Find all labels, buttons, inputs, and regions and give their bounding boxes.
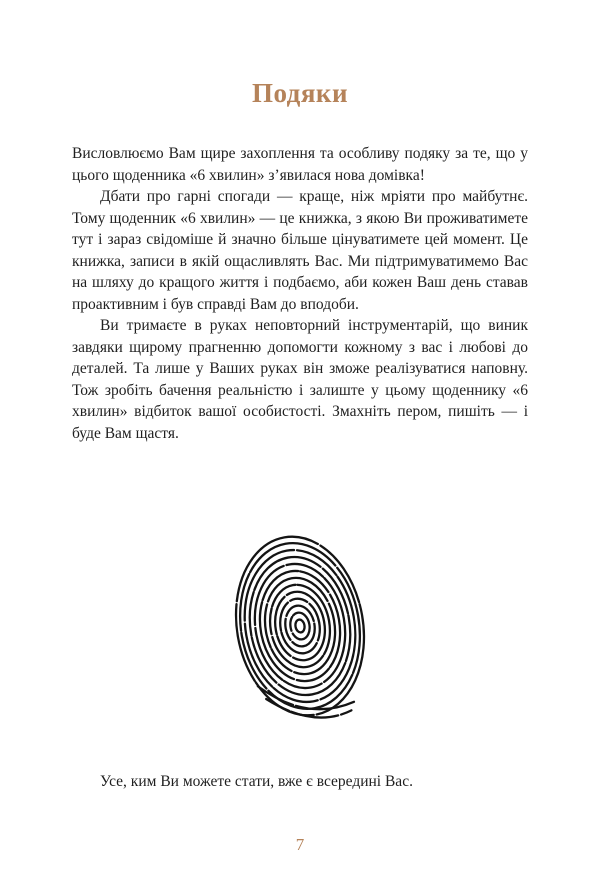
- closing-quote: Усе, ким Ви можете стати, вже є всередині Вас.: [100, 773, 413, 790]
- page-number: 7: [295, 835, 305, 854]
- fingerprint-figure: [72, 522, 528, 735]
- page-content: [0, 143, 600, 793]
- page-title: Подяки: [251, 78, 349, 108]
- paragraph: Дбати про гарні спогади — краще, ніж мріяти про майбутнє. Тому щоденник «6 хвилин» — це книжка, з якою Ви проживатимете тут і зараз свідоміше й значно більше цінуватимете цей момент. Це книжка, записи в якій ощасливлять Вас. Ми підтримуватимемо Вас на шляху до кращого життя і подбаємо, аби кожен Ваш день ставав проактивним і був справді Вам до вподоби.: [72, 188, 528, 313]
- body-text: [72, 143, 528, 444]
- fingerprint-icon: [215, 522, 385, 730]
- paragraph: Ви тримаєте в руках неповторний інструментарій, що виник завдяки щирому прагненню допомогти кожному з вас і любові до деталей. Та лише у Ваших руках він зможе реалізуватися наповну. Тож зробіть бачення реальністю і залиште у цьому щоденнику «6 хвилин» відбиток вашої особистості. Змахніть пером, пишіть — і буде Вам щастя.: [72, 317, 528, 442]
- paragraph: Висловлюємо Вам щире захоплення та особливу подяку за те, що у цього щоденника «6 хвилин» з’явилася нова домівка!: [72, 145, 528, 184]
